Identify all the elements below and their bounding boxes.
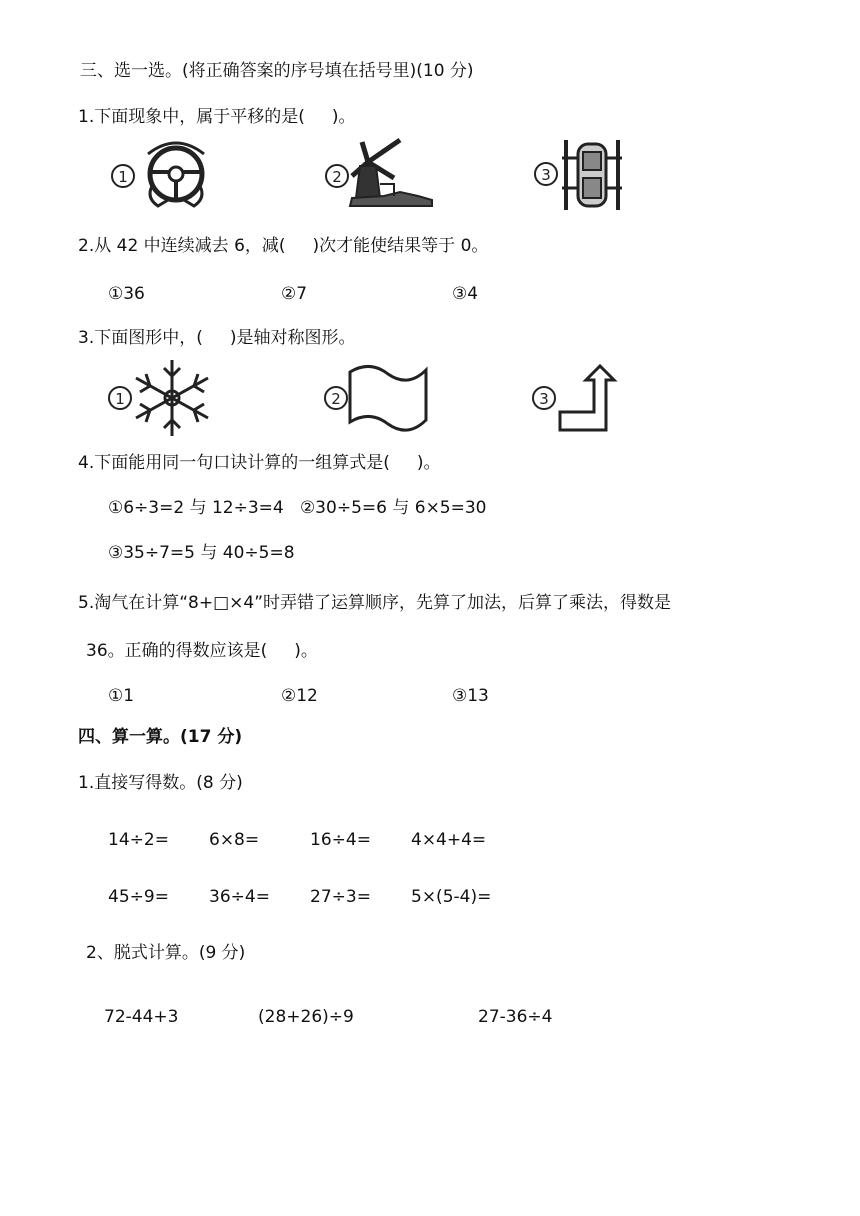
steering-wheel-icon: [108, 136, 218, 216]
question-5-option-2[interactable]: ②12: [281, 686, 318, 706]
svg-text:3: 3: [541, 166, 551, 184]
question-4-options-line-2[interactable]: ③35÷7=5 与 40÷5=8: [108, 543, 295, 563]
svg-text:2: 2: [331, 390, 341, 408]
question-5-text-line-1: 5.淘气在计算“8+□×4”时弄错了运算顺序，先算了加法，后算了乘法，得数是: [78, 593, 672, 613]
calc-item[interactable]: 16÷4=: [310, 830, 371, 850]
calc-item[interactable]: 5×(5-4)=: [411, 887, 492, 907]
question-2-option-2[interactable]: ②7: [281, 284, 308, 304]
question-1-option-3[interactable]: [532, 136, 632, 214]
question-1-option-2[interactable]: [322, 134, 442, 214]
question-5-option-3[interactable]: ③13: [452, 686, 489, 706]
calc-item[interactable]: 27÷3=: [310, 887, 371, 907]
step-calc-item[interactable]: 27-36÷4: [478, 1007, 553, 1027]
calc-item[interactable]: 45÷9=: [108, 887, 169, 907]
svg-text:2: 2: [332, 168, 342, 186]
calc-item[interactable]: 14÷2=: [108, 830, 169, 850]
question-3-option-1[interactable]: [106, 358, 216, 438]
question-4-options-line-1[interactable]: ①6÷3=2 与 12÷3=4 ②30÷5=6 与 6×5=30: [108, 498, 487, 518]
question-1-text: 1.下面现象中，属于平移的是( )。: [78, 107, 356, 127]
svg-text:1: 1: [118, 168, 128, 186]
snowflake-icon: [106, 358, 216, 438]
elevator-icon: [532, 136, 632, 214]
step-calc-item[interactable]: 72-44+3: [104, 1007, 179, 1027]
question-3-text: 3.下面图形中，( )是轴对称图形。: [78, 328, 356, 348]
question-4-text: 4.下面能用同一句口诀计算的一组算式是( )。: [78, 453, 441, 473]
part-2-title: 2、脱式计算。(9 分): [86, 943, 246, 963]
svg-text:3: 3: [539, 390, 549, 408]
question-2-option-1[interactable]: ①36: [108, 284, 145, 304]
question-3-option-3[interactable]: [530, 362, 620, 436]
question-5-option-1[interactable]: ①1: [108, 686, 135, 706]
question-1-option-1[interactable]: [108, 136, 218, 216]
calc-item[interactable]: 4×4+4=: [411, 830, 487, 850]
section3-heading: 三、选一选。(将正确答案的序号填在括号里)(10 分): [80, 61, 474, 81]
windmill-icon: [322, 134, 442, 214]
question-3-option-2[interactable]: [322, 362, 432, 436]
question-2-option-3[interactable]: ③4: [452, 284, 479, 304]
calc-item[interactable]: 6×8=: [209, 830, 260, 850]
part-1-title: 1.直接写得数。(8 分): [78, 773, 243, 793]
calc-item[interactable]: 36÷4=: [209, 887, 270, 907]
section4-heading: 四、算一算。(17 分): [78, 727, 243, 747]
question-5-text-line-2: 36。正确的得数应该是( )。: [86, 641, 318, 661]
step-calc-item[interactable]: (28+26)÷9: [258, 1007, 354, 1027]
svg-text:1: 1: [115, 390, 125, 408]
arrow-turn-up-icon: [530, 362, 620, 436]
flag-icon: [322, 362, 432, 436]
question-2-text: 2.从 42 中连续减去 6，减( )次才能使结果等于 0。: [78, 236, 489, 256]
